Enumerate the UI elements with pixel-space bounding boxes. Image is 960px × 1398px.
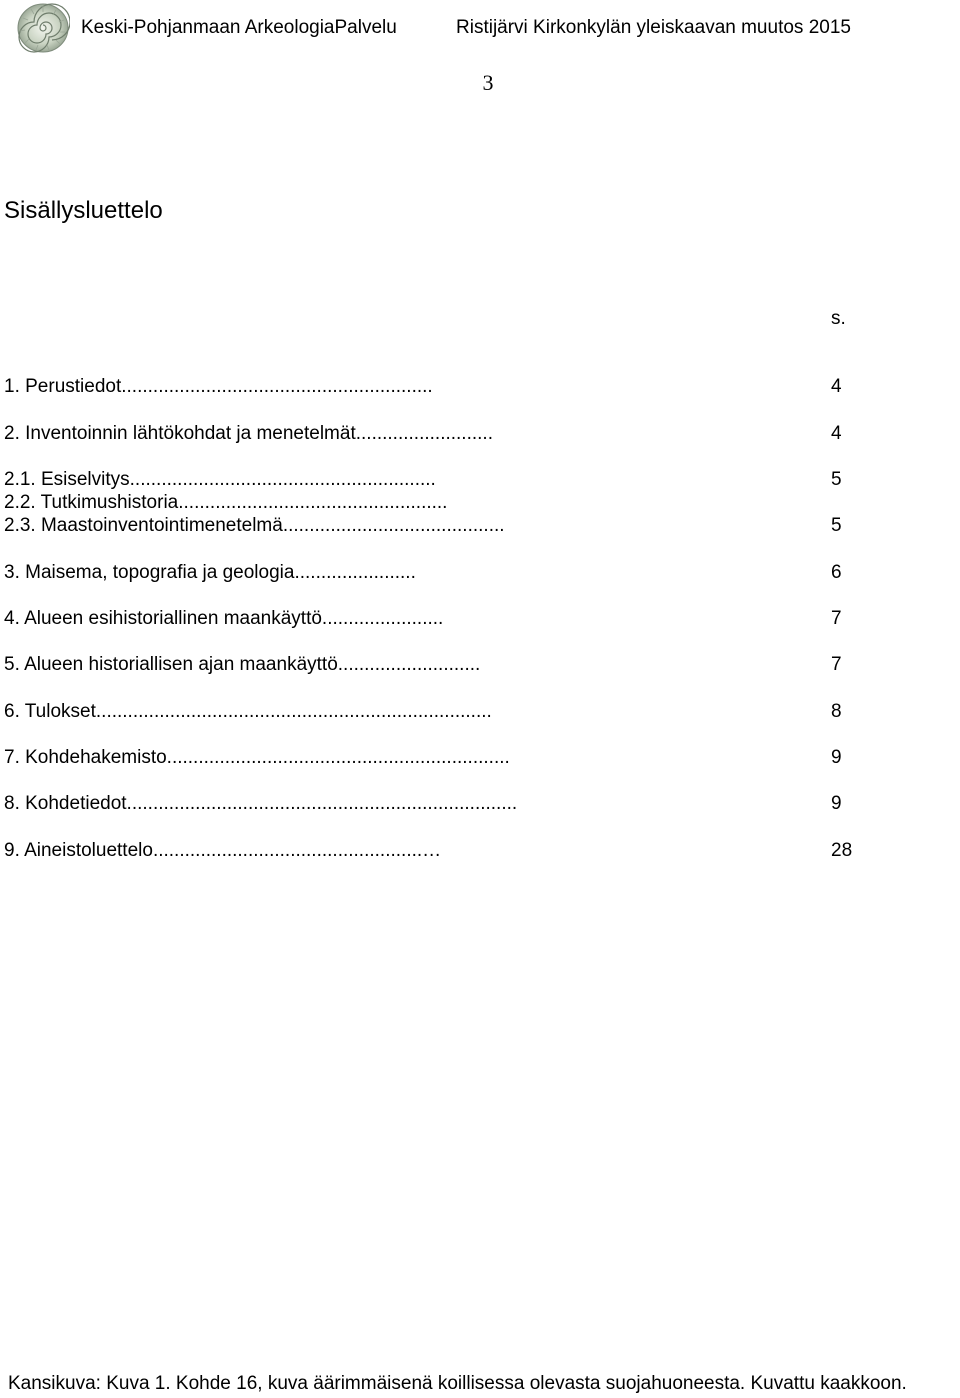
toc-entry-label: 5. Alueen historiallisen ajan maankäyttö........................... bbox=[4, 654, 481, 675]
organization-name: Keski-Pohjanmaan ArkeologiaPalvelu bbox=[81, 17, 397, 38]
toc-entry-page: 8 bbox=[831, 701, 842, 722]
toc-entry[interactable] bbox=[0, 608, 960, 632]
toc-entry[interactable] bbox=[0, 515, 960, 539]
toc-entry[interactable] bbox=[0, 701, 960, 725]
toc-entry-label: 2. Inventoinnin lähtökohdat ja menetelmät.......................... bbox=[4, 423, 493, 444]
toc-title: Sisällysluettelo bbox=[4, 197, 163, 224]
toc-entry-label: 4. Alueen esihistoriallinen maankäyttö....................... bbox=[4, 608, 444, 629]
toc-entry-label: 7. Kohdehakemisto................................................................. bbox=[4, 747, 510, 768]
toc-entry-label: 2.2. Tutkimushistoria................................................... bbox=[4, 492, 448, 513]
toc-entry-page: 6 bbox=[831, 562, 842, 583]
toc-entry[interactable] bbox=[0, 423, 960, 447]
toc-entry[interactable] bbox=[0, 562, 960, 586]
page-header bbox=[0, 0, 960, 56]
toc-entry-page: 28 bbox=[831, 840, 853, 861]
toc-entry[interactable] bbox=[0, 376, 960, 400]
toc-entry-label: 2.3. Maastoinventointimenetelmä.......................................... bbox=[4, 515, 505, 536]
toc-entry[interactable] bbox=[0, 747, 960, 771]
page-number: 3 bbox=[482, 70, 494, 95]
toc-entry-label: 6. Tulokset........................................................................... bbox=[4, 701, 492, 722]
toc-entry-page: 5 bbox=[831, 469, 842, 490]
toc-entry-page: 9 bbox=[831, 747, 842, 768]
toc-entry[interactable] bbox=[0, 654, 960, 678]
toc-entry[interactable] bbox=[0, 469, 960, 493]
toc-entry[interactable] bbox=[0, 492, 960, 516]
toc-page-column-header: s. bbox=[831, 308, 846, 329]
toc-entry-label: 1. Perustiedot........................................................... bbox=[4, 376, 433, 397]
toc-entry-label: 8. Kohdetiedot.......................................................................... bbox=[4, 793, 518, 814]
toc-entry-page: 4 bbox=[831, 423, 842, 444]
toc-entry[interactable] bbox=[0, 793, 960, 817]
ammonite-logo-icon bbox=[16, 2, 70, 54]
toc-entry-page: 7 bbox=[831, 608, 842, 629]
document-title: Ristijärvi Kirkonkylän yleiskaavan muutos 2015 bbox=[456, 17, 851, 38]
toc-entry-label: 3. Maisema, topografia ja geologia....................... bbox=[4, 562, 416, 583]
toc-entry[interactable] bbox=[0, 840, 960, 864]
toc-entry-page: 9 bbox=[831, 793, 842, 814]
cover-image-caption: Kansikuva: Kuva 1. Kohde 16, kuva äärimmäisenä koillisessa olevasta suojahuoneesta. Kuvattu kaakkoon. bbox=[8, 1373, 907, 1394]
toc-entry-label: 2.1. Esiselvitys.......................................................... bbox=[4, 469, 436, 490]
toc-entry-label: 9. Aineistoluettelo...................................................… bbox=[4, 840, 442, 861]
toc-entry-page: 5 bbox=[831, 515, 842, 536]
toc-entry-page: 4 bbox=[831, 376, 842, 397]
toc-entry-page: 7 bbox=[831, 654, 842, 675]
